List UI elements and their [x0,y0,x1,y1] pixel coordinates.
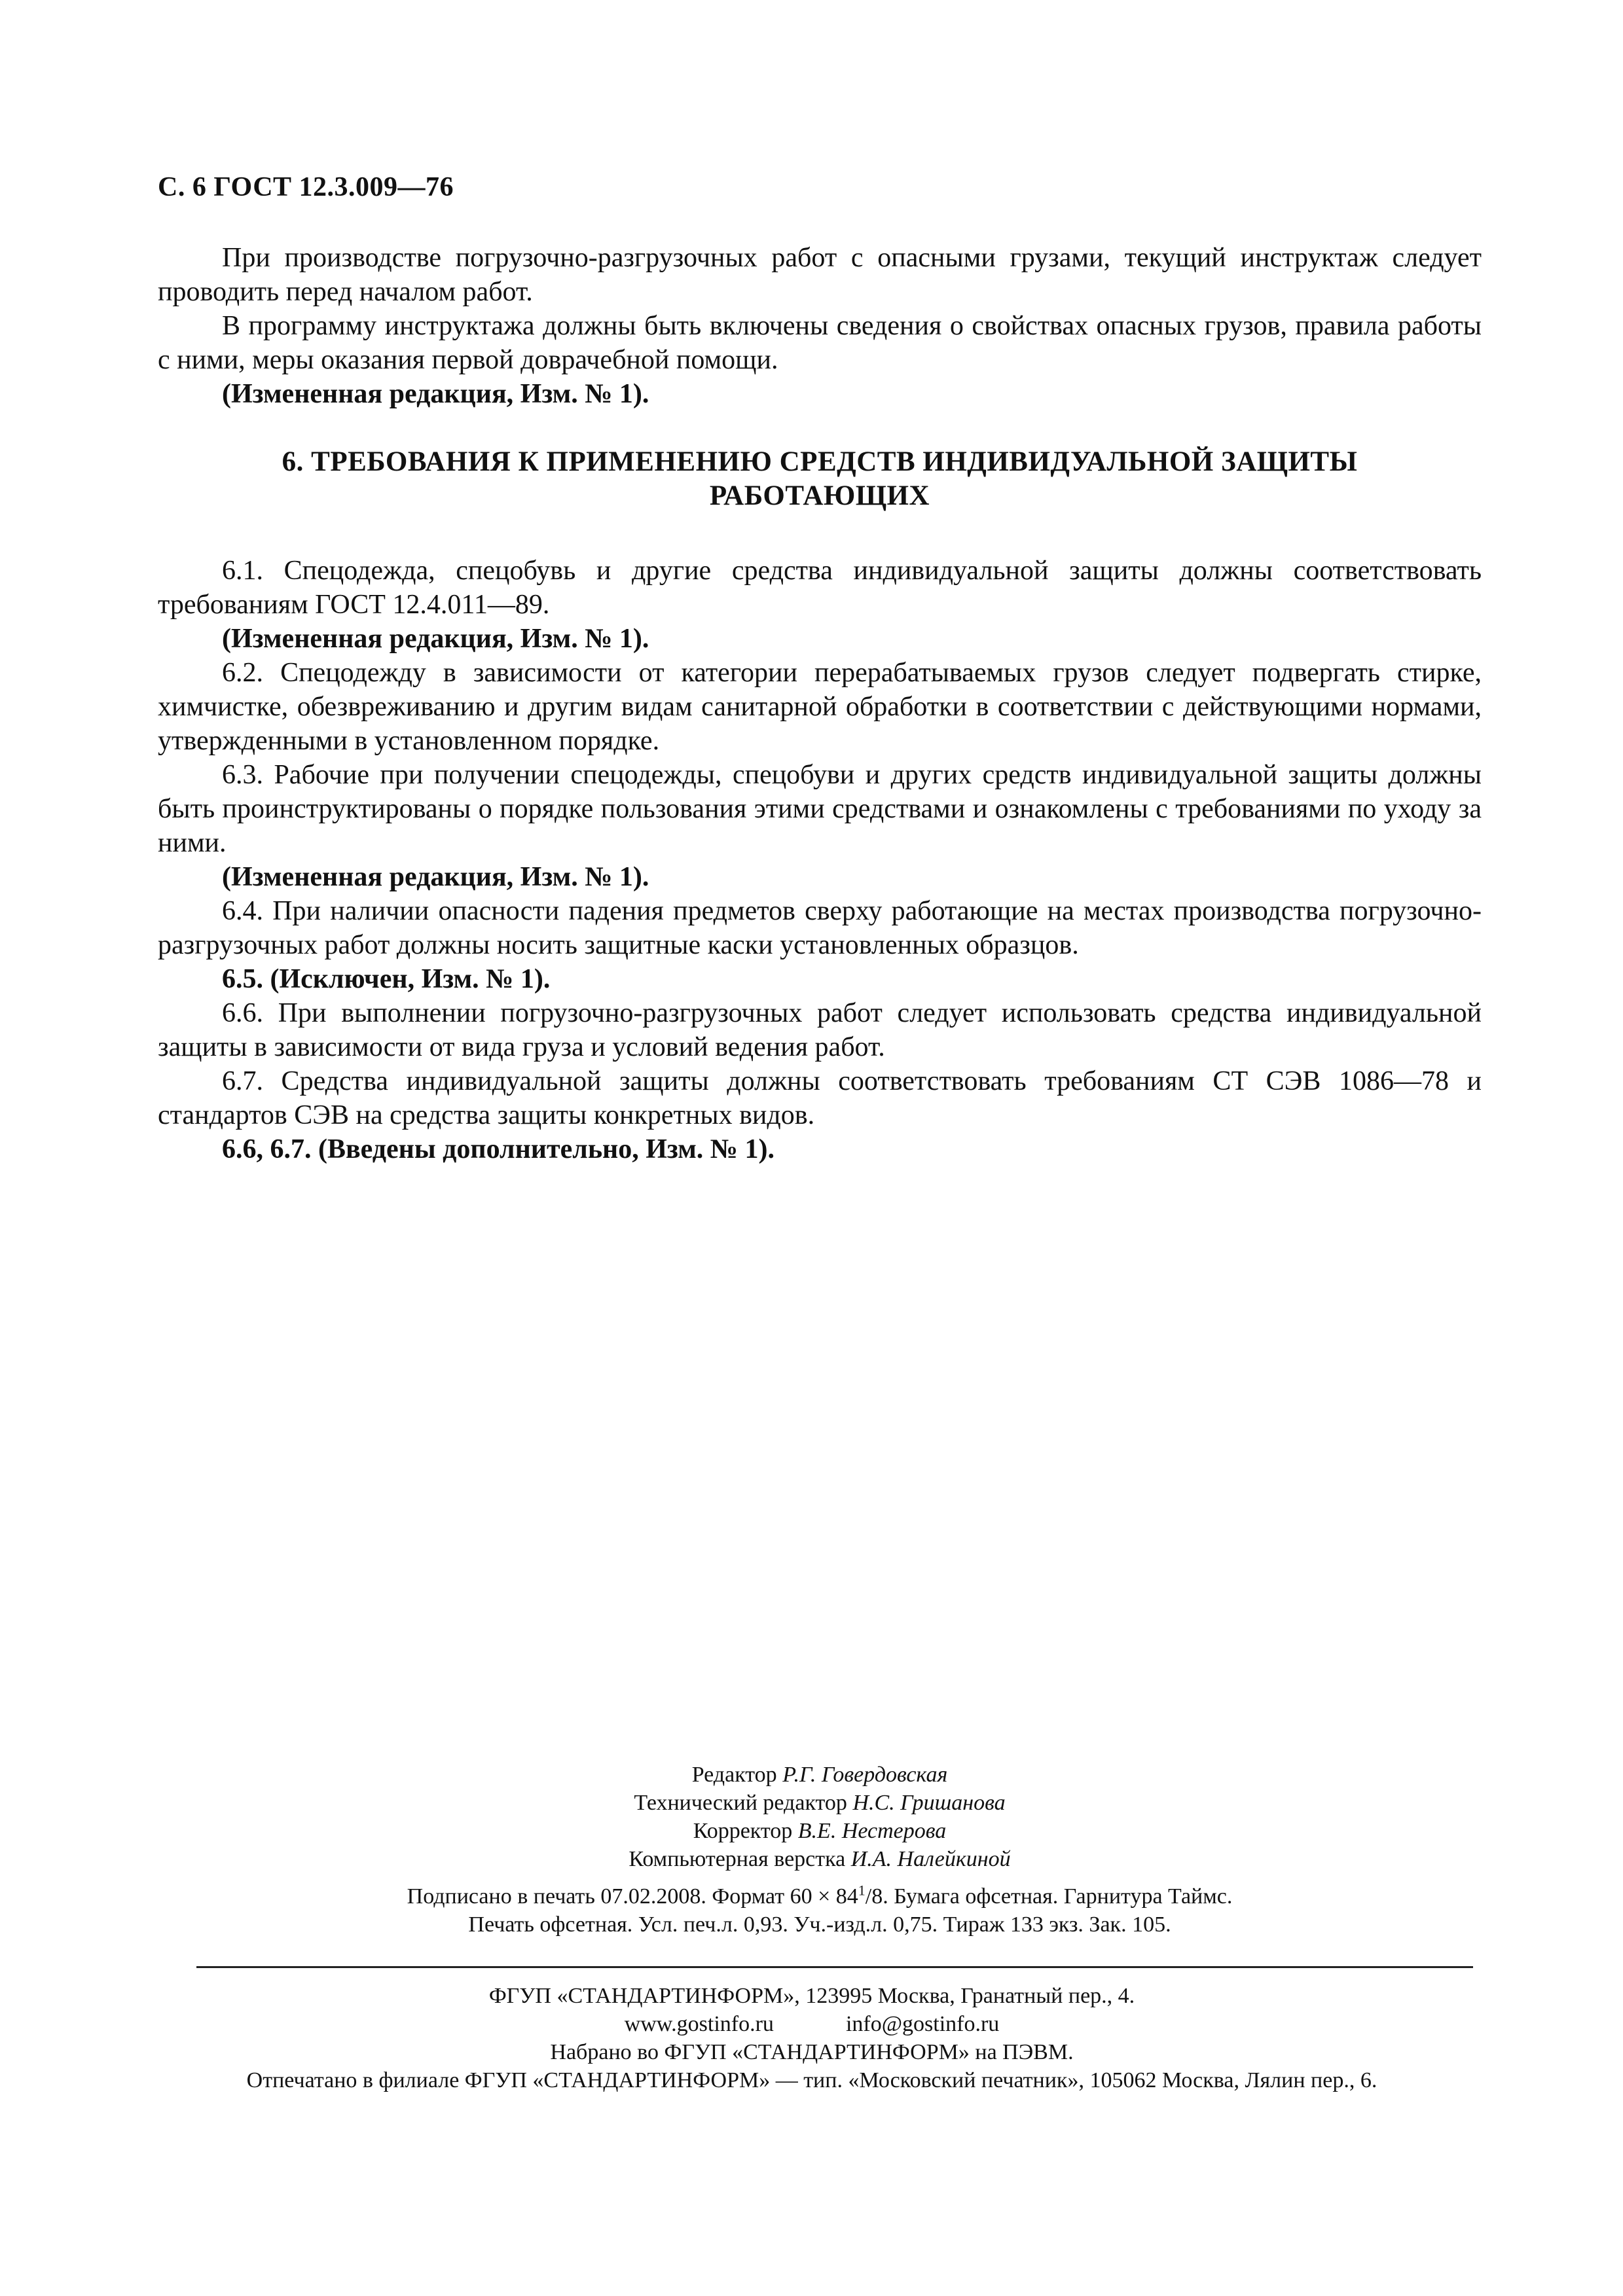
imprint-line-1 [158,1882,1482,1910]
credit-role: Технический редактор [634,1791,847,1815]
document-body [158,241,1482,1166]
credit-role: Редактор [691,1763,777,1787]
divider-rule [196,1966,1473,1968]
intro-paragraph-2: В программу инструктажа должны быть включены сведения о свойствах опасных грузов, правила работы с ними, меры оказания первой доврачебной помощи. [158,311,1482,375]
credit-name: Р.Г. Говердовская [782,1763,948,1787]
credits-block [158,1761,1482,1873]
publisher-website-link[interactable]: www.gostinfo.ru [624,2012,774,2036]
page-header: С. 6 ГОСТ 12.3.009—76 [158,172,454,202]
amendment-note: (Измененная редакция, Изм. № 1). [222,624,649,654]
clause-6-4: 6.4. При наличии опасности падения предметов сверху работающие на местах производства погрузочно-разгрузочных работ должны носить защитные каски установленных образцов. [158,896,1482,960]
publisher-typeset-line: Набрано во ФГУП «СТАНДАРТИНФОРМ» на ПЭВМ. [550,2040,1074,2064]
publisher-block [98,1982,1525,2094]
clause-6-1: 6.1. Спецодежда, спецобувь и другие средства индивидуальной защиты должны соответствовать требованиям ГОСТ 12.4.011—89. [158,556,1482,620]
section-title-line-1: 6. ТРЕБОВАНИЯ К ПРИМЕНЕНИЮ СРЕДСТВ ИНДИВИДУАЛЬНОЙ ЗАЩИТЫ [282,446,1358,477]
amendment-note: 6.6, 6.7. (Введены дополнительно, Изм. № 1). [222,1134,775,1164]
publisher-email-link[interactable]: info@gostinfo.ru [845,2012,1000,2036]
amendment-note: (Измененная редакция, Изм. № 1). [222,379,649,409]
imprint-line-2: Печать офсетная. Усл. печ.л. 0,93. Уч.-изд.л. 0,75. Тираж 133 экз. Зак. 105. [468,1912,1171,1937]
imprint-paper-text: /8. Бумага офсетная. Гарнитура Таймс. [865,1884,1233,1909]
publisher-address: ФГУП «СТАНДАРТИНФОРМ», 123995 Москва, Гранатный пер., 4. [488,1984,1135,2008]
amendment-note: (Измененная редакция, Изм. № 1). [222,862,649,892]
credit-name: И.А. Налейкиной [850,1847,1011,1871]
imprint-superscript: 1 [858,1882,866,1899]
credit-layout [158,1845,1482,1873]
credit-name: В.Е. Нестерова [797,1819,947,1843]
imprint-format-text: Подписано в печать 07.02.2008. Формат 60 × 84 [407,1884,858,1909]
clause-6-5: 6.5. (Исключен, Изм. № 1). [222,964,551,994]
credit-tech-editor [158,1789,1482,1817]
credit-editor [158,1761,1482,1789]
clause-6-3: 6.3. Рабочие при получении спецодежды, спецобуви и других средств индивидуальной защиты должны быть проинструктированы о порядке пользования этими средствами и ознакомлены с требованиями по уходу за ними. [158,760,1482,858]
clause-6-2: 6.2. Спецодежду в зависимости от категории перерабатываемых грузов следует подвергать стирке, химчистке, обезвреживанию и другим видам санитарной обработки в соответствии с действующими нормами, утвержденными в установленном порядке. [158,658,1482,756]
imprint-block [158,1882,1482,1939]
intro-paragraph-1: При производстве погрузочно-разгрузочных работ с опасными грузами, текущий инструктаж следует проводить перед началом работ. [158,243,1482,307]
publisher-contacts [98,2010,1525,2038]
section-title-line-2: РАБОТАЮЩИХ [709,480,930,511]
publisher-printed-line: Отпечатано в филиале ФГУП «СТАНДАРТИНФОРМ» — тип. «Московский печатник», 105062 Москва, Лялин пер., 6. [246,2068,1377,2092]
section-title [158,445,1482,513]
clause-6-6: 6.6. При выполнении погрузочно-разгрузочных работ следует использовать средства индивидуальной защиты в зависимости от вида груза и условий ведения работ. [158,998,1482,1062]
clause-6-7: 6.7. Средства индивидуальной защиты должны соответствовать требованиям СТ СЭВ 1086—78 и стандартов СЭВ на средства защиты конкретных видов. [158,1066,1482,1130]
credit-proofreader [158,1817,1482,1845]
credit-role: Компьютерная верстка [629,1847,846,1871]
credit-role: Корректор [693,1819,793,1843]
credit-name: Н.С. Гришанова [852,1791,1006,1815]
